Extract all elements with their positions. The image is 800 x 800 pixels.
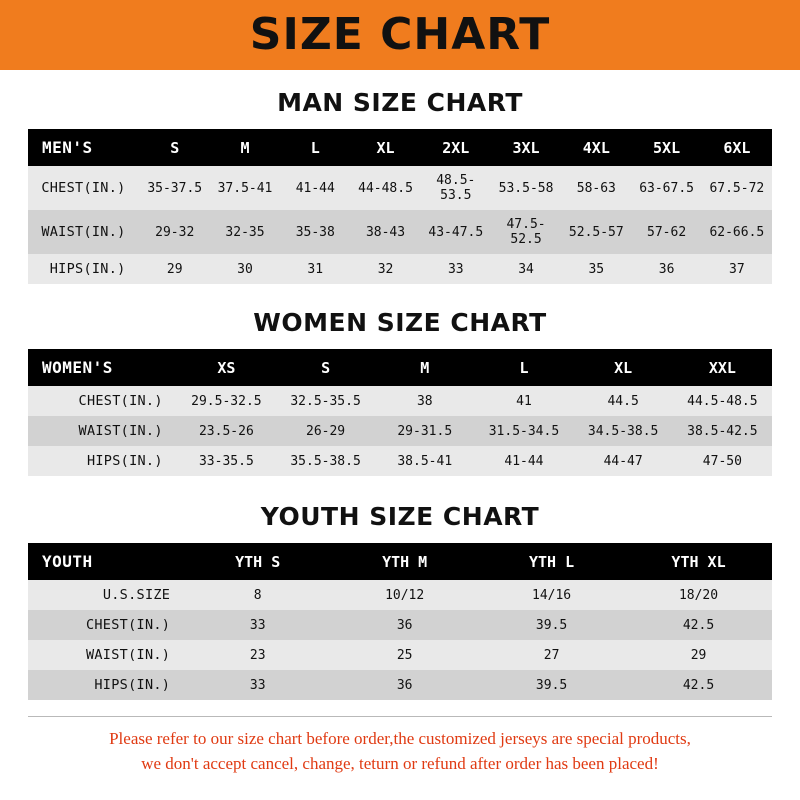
cell: 38.5-41: [375, 446, 474, 476]
col-header: MEN'S: [28, 129, 140, 166]
cell: 62-66.5: [702, 210, 772, 254]
order-policy-note: [28, 716, 772, 776]
cell: 33: [184, 670, 331, 700]
cell: 23.5-26: [177, 416, 276, 446]
col-header: S: [140, 129, 210, 166]
table-header-row: [28, 543, 772, 580]
row-label: WAIST(IN.): [28, 210, 140, 254]
col-header: XL: [574, 349, 673, 386]
col-header: M: [375, 349, 474, 386]
col-header: L: [474, 349, 573, 386]
cell: 26-29: [276, 416, 375, 446]
youth-size-table: [28, 543, 772, 700]
cell: 57-62: [631, 210, 701, 254]
col-header: XL: [350, 129, 420, 166]
cell: 42.5: [625, 670, 772, 700]
cell: 35-38: [280, 210, 350, 254]
row-label: CHEST(IN.): [28, 166, 140, 210]
cell: 29: [140, 254, 210, 284]
cell: 41-44: [280, 166, 350, 210]
cell: 44.5: [574, 386, 673, 416]
cell: 29.5-32.5: [177, 386, 276, 416]
table-row: [28, 416, 772, 446]
cell: 23: [184, 640, 331, 670]
cell: 27: [478, 640, 625, 670]
cell: 10/12: [331, 580, 478, 610]
cell: 53.5-58: [491, 166, 561, 210]
row-label: HIPS(IN.): [28, 446, 177, 476]
chart-content: [0, 88, 800, 776]
cell: 31.5-34.5: [474, 416, 573, 446]
col-header: YTH M: [331, 543, 478, 580]
cell: 44.5-48.5: [673, 386, 772, 416]
col-header: XXL: [673, 349, 772, 386]
cell: 47-50: [673, 446, 772, 476]
cell: 43-47.5: [421, 210, 491, 254]
cell: 67.5-72: [702, 166, 772, 210]
cell: 37: [702, 254, 772, 284]
row-label: WAIST(IN.): [28, 416, 177, 446]
row-label: U.S.SIZE: [28, 580, 184, 610]
col-header: XS: [177, 349, 276, 386]
cell: 29: [625, 640, 772, 670]
cell: 36: [331, 670, 478, 700]
col-header: YTH XL: [625, 543, 772, 580]
cell: 29-31.5: [375, 416, 474, 446]
cell: 58-63: [561, 166, 631, 210]
cell: 35: [561, 254, 631, 284]
man-section-title: MAN SIZE CHART: [277, 88, 523, 117]
col-header: 6XL: [702, 129, 772, 166]
cell: 41-44: [474, 446, 573, 476]
col-header: WOMEN'S: [28, 349, 177, 386]
note-line-1: Please refer to our size chart before order,the customized jerseys are special products,: [109, 729, 691, 748]
table-row: [28, 446, 772, 476]
row-label: WAIST(IN.): [28, 640, 184, 670]
row-label: CHEST(IN.): [28, 386, 177, 416]
women-size-table: [28, 349, 772, 476]
cell: 33-35.5: [177, 446, 276, 476]
cell: 52.5-57: [561, 210, 631, 254]
col-header: 5XL: [631, 129, 701, 166]
cell: 25: [331, 640, 478, 670]
cell: 38: [375, 386, 474, 416]
col-header: M: [210, 129, 280, 166]
table-row: [28, 580, 772, 610]
col-header: L: [280, 129, 350, 166]
cell: 44-48.5: [350, 166, 420, 210]
cell: 33: [184, 610, 331, 640]
cell: 37.5-41: [210, 166, 280, 210]
cell: 33: [421, 254, 491, 284]
table-row: [28, 670, 772, 700]
women-section-title: WOMEN SIZE CHART: [253, 308, 547, 337]
cell: 34: [491, 254, 561, 284]
cell: 47.5-52.5: [491, 210, 561, 254]
youth-section-title: YOUTH SIZE CHART: [260, 502, 540, 531]
row-label: CHEST(IN.): [28, 610, 184, 640]
col-header: YOUTH: [28, 543, 184, 580]
col-header: 4XL: [561, 129, 631, 166]
page-title: SIZE CHART: [249, 9, 551, 60]
note-line-2: we don't accept cancel, change, teturn or refund after order has been placed!: [141, 753, 659, 773]
cell: 38.5-42.5: [673, 416, 772, 446]
table-row: [28, 254, 772, 284]
table-row: [28, 640, 772, 670]
cell: 48.5-53.5: [421, 166, 491, 210]
table-row: [28, 610, 772, 640]
header-banner: [0, 0, 800, 70]
cell: 36: [631, 254, 701, 284]
cell: 32.5-35.5: [276, 386, 375, 416]
col-header: YTH S: [184, 543, 331, 580]
table-row: [28, 210, 772, 254]
cell: 14/16: [478, 580, 625, 610]
cell: 29-32: [140, 210, 210, 254]
cell: 41: [474, 386, 573, 416]
row-label: HIPS(IN.): [28, 254, 140, 284]
cell: 35.5-38.5: [276, 446, 375, 476]
cell: 31: [280, 254, 350, 284]
col-header: 2XL: [421, 129, 491, 166]
banner-left-edge: [0, 0, 26, 70]
banner-right-edge: [774, 0, 800, 70]
cell: 8: [184, 580, 331, 610]
cell: 42.5: [625, 610, 772, 640]
cell: 39.5: [478, 610, 625, 640]
row-label: HIPS(IN.): [28, 670, 184, 700]
cell: 30: [210, 254, 280, 284]
cell: 32: [350, 254, 420, 284]
cell: 39.5: [478, 670, 625, 700]
cell: 44-47: [574, 446, 673, 476]
col-header: S: [276, 349, 375, 386]
col-header: 3XL: [491, 129, 561, 166]
cell: 35-37.5: [140, 166, 210, 210]
man-size-table: [28, 129, 772, 284]
table-header-row: [28, 129, 772, 166]
cell: 34.5-38.5: [574, 416, 673, 446]
cell: 63-67.5: [631, 166, 701, 210]
cell: 18/20: [625, 580, 772, 610]
table-row: [28, 386, 772, 416]
table-row: [28, 166, 772, 210]
col-header: YTH L: [478, 543, 625, 580]
cell: 38-43: [350, 210, 420, 254]
table-header-row: [28, 349, 772, 386]
cell: 36: [331, 610, 478, 640]
cell: 32-35: [210, 210, 280, 254]
